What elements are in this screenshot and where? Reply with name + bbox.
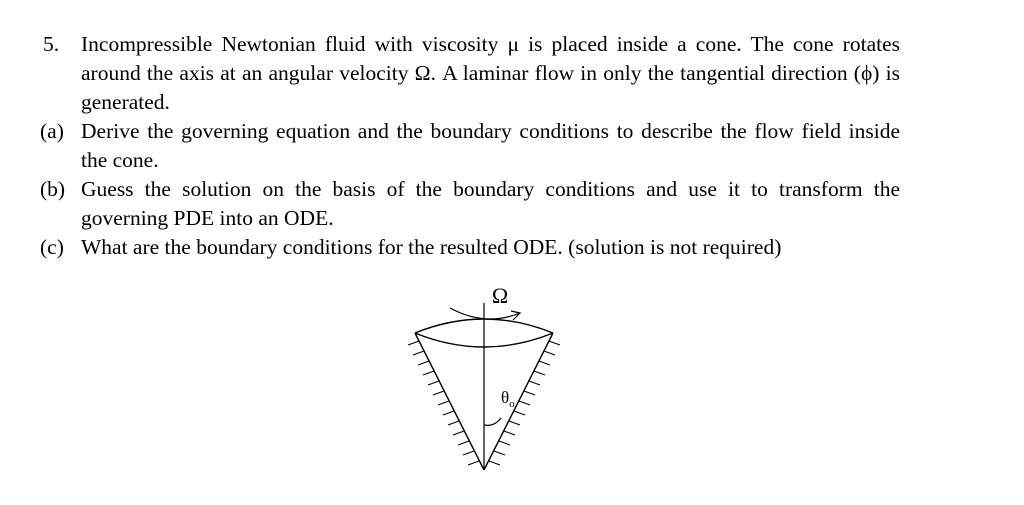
problem-5 [40, 30, 900, 262]
part-a [40, 117, 900, 175]
part-a-label: (a) [40, 119, 64, 143]
part-c [40, 233, 900, 262]
theta-angle-arc [484, 418, 501, 425]
left-wall-hatching [408, 341, 479, 465]
problem-statement [40, 30, 900, 117]
rotation-arrow [450, 308, 520, 319]
theta-label: $\theta_o$ [501, 388, 515, 410]
part-c-text: What are the boundary conditions for the resulted ODE. (solution is not required) [81, 235, 782, 259]
part-a-text: Derive the governing equation and the boundary conditions to describe the flow field inside the cone. [81, 119, 900, 172]
cone-wall-left [415, 333, 484, 470]
right-wall-hatching [489, 341, 560, 465]
omega-label: Ω [491, 283, 509, 308]
problem-statement-text: Incompressible Newtonian fluid with viscosity μ is placed inside a cone. The cone rotates around the axis at an angular velocity Ω. A laminar flow in only the tangential direction (ϕ) is generated. [81, 32, 900, 114]
cone-wall-right [484, 333, 553, 470]
part-b [40, 175, 900, 233]
part-b-label: (b) [40, 177, 66, 201]
part-b-text: Guess the solution on the basis of the boundary conditions and use it to transform the governing PDE into an ODE. [81, 177, 900, 230]
problem-number: 5. [43, 32, 60, 56]
cone-figure [395, 275, 575, 475]
part-c-label: (c) [40, 235, 64, 259]
